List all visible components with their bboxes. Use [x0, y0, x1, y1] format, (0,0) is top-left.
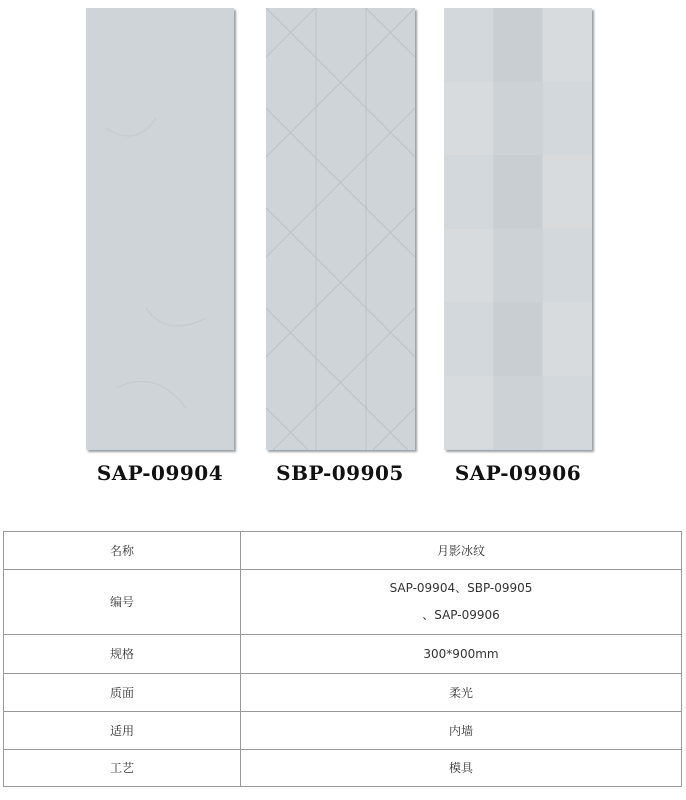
pattern-block — [444, 302, 493, 376]
pattern-block — [543, 376, 592, 450]
pattern-block — [444, 229, 493, 303]
table-row — [4, 635, 682, 674]
spec-key: 工艺 — [4, 750, 241, 787]
tile-image-sap-09904 — [86, 8, 234, 450]
pattern-block — [543, 155, 592, 229]
table-row — [4, 750, 682, 787]
tile-image-sbp-09905 — [266, 8, 415, 450]
spec-value-line: SAP-09904、SBP-09905 — [389, 581, 533, 595]
spec-value-line: 、SAP-09906 — [422, 608, 500, 622]
tile-image-sap-09906 — [444, 8, 592, 450]
product-code-label: SAP-09904 — [96, 461, 224, 485]
spec-key: 规格 — [4, 635, 241, 674]
pattern-block — [444, 155, 493, 229]
spec-key: 质面 — [4, 674, 241, 712]
table-row — [4, 570, 682, 635]
table-row — [4, 532, 682, 570]
pattern-block — [493, 302, 542, 376]
pattern-block — [543, 229, 592, 303]
pattern-block — [444, 8, 493, 82]
pattern-block — [493, 82, 542, 156]
pattern-line — [266, 408, 308, 450]
pattern-block — [543, 8, 592, 82]
spec-value: 内墙 — [241, 712, 682, 750]
pattern-block — [493, 229, 542, 303]
pattern-block — [493, 155, 542, 229]
spec-key: 名称 — [4, 532, 241, 570]
pattern-block — [493, 376, 542, 450]
pattern-block — [444, 82, 493, 156]
product-code-label: SAP-09906 — [454, 461, 582, 485]
spec-value — [241, 570, 682, 635]
spec-value: 300*900mm — [241, 635, 682, 674]
product-code-label: SBP-09905 — [276, 461, 404, 485]
pattern-block — [444, 376, 493, 450]
spec-table — [3, 531, 682, 787]
pattern-block — [543, 82, 592, 156]
spec-key: 编号 — [4, 570, 241, 635]
table-row — [4, 674, 682, 712]
spec-value: 月影冰纹 — [241, 532, 682, 570]
pattern-block — [493, 8, 542, 82]
spec-value: 模具 — [241, 750, 682, 787]
pattern-block — [543, 302, 592, 376]
pattern-line — [373, 408, 415, 450]
spec-key: 适用 — [4, 712, 241, 750]
table-row — [4, 712, 682, 750]
spec-value: 柔光 — [241, 674, 682, 712]
